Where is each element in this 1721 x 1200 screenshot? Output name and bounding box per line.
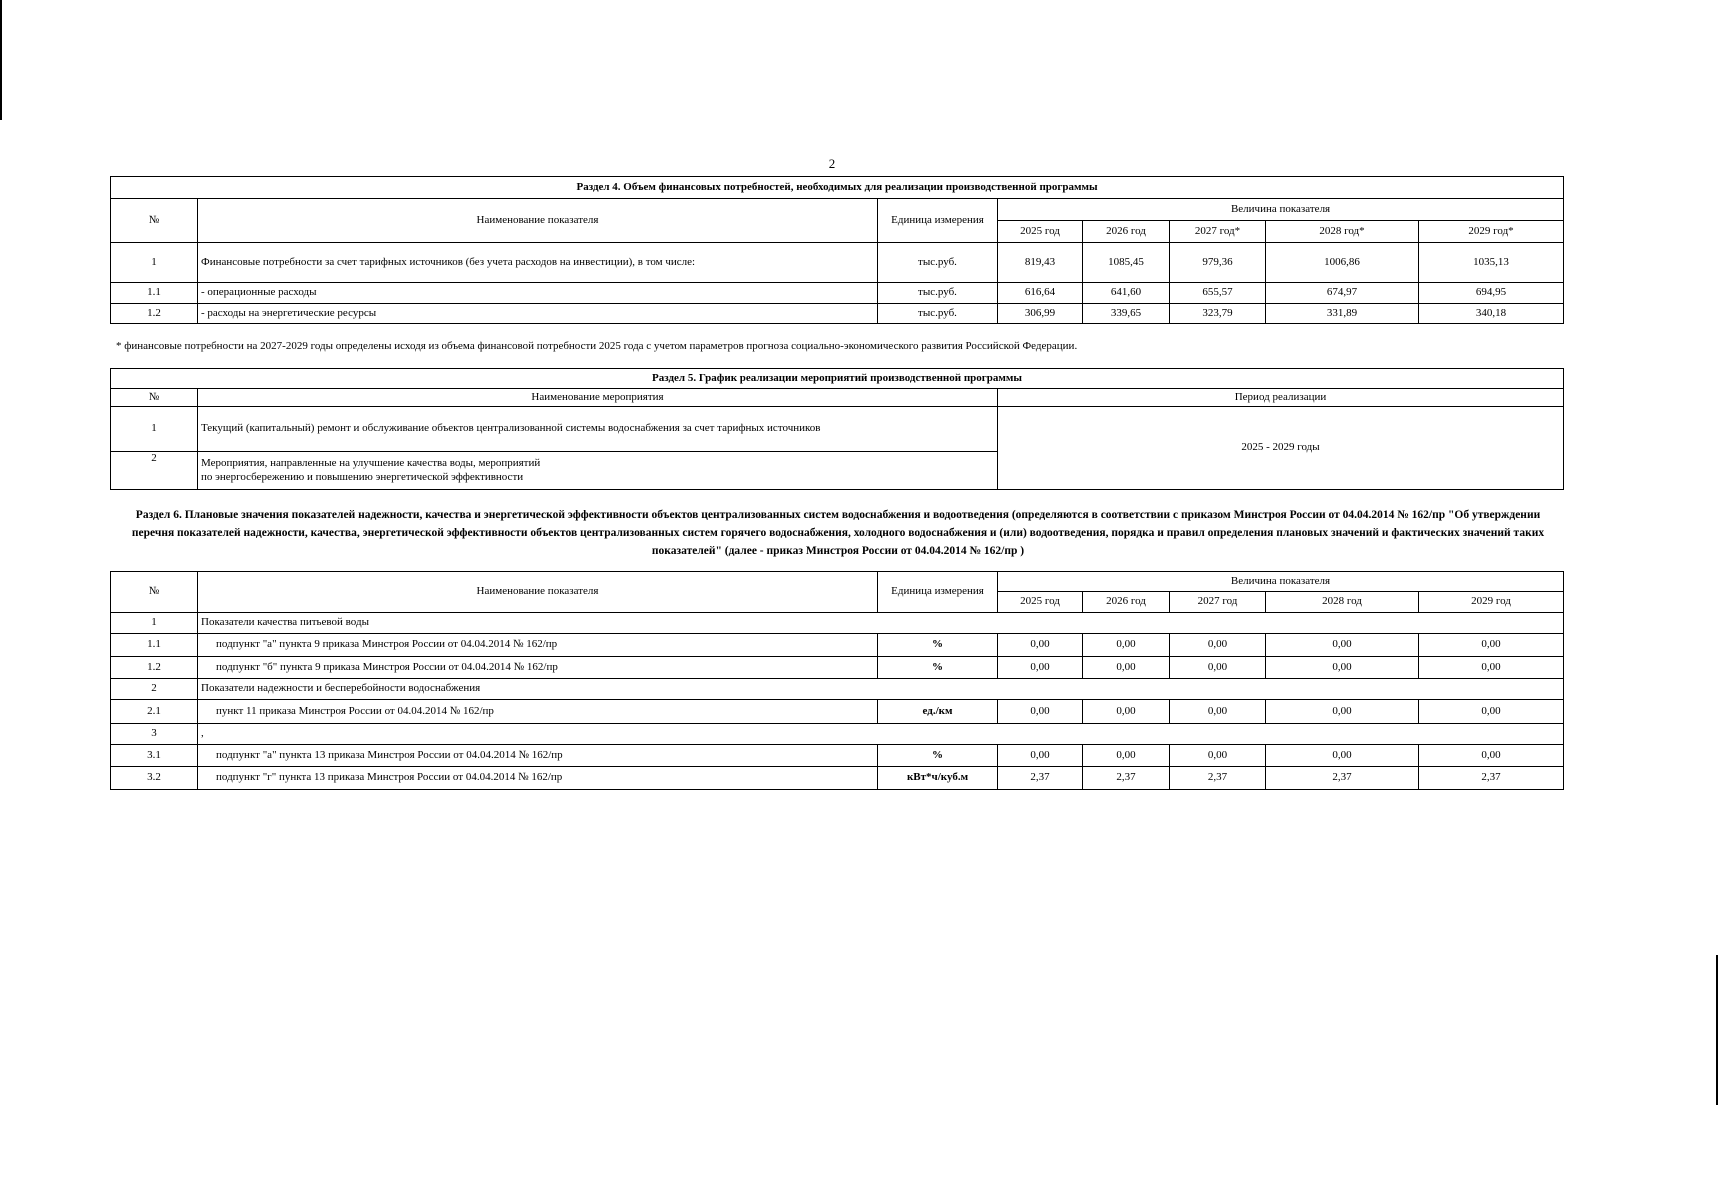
row-number: 1 <box>111 613 198 634</box>
row-value: 0,00 <box>998 745 1083 767</box>
row-value: 0,00 <box>1419 700 1564 724</box>
year-header: 2025 год <box>998 221 1083 243</box>
row-value: 819,43 <box>998 243 1083 283</box>
row-value: 323,79 <box>1170 304 1266 324</box>
row-name-line: Мероприятия, направленные на улучшение качества воды, мероприятий <box>201 457 541 470</box>
row-name: пункт 11 приказа Минстроя России от 04.04.2014 № 162/пр <box>198 700 878 724</box>
row-unit: тыс.руб. <box>878 283 998 304</box>
year-header: 2028 год* <box>1266 221 1419 243</box>
col-unit-header: Единица измерения <box>878 572 998 613</box>
page-number: 2 <box>828 156 836 171</box>
row-value: 694,95 <box>1419 283 1564 304</box>
scan-edge-mark <box>0 0 2 120</box>
group-row <box>111 724 1564 745</box>
row-unit: ед./км <box>878 700 998 724</box>
row-value: 2,37 <box>1419 767 1564 790</box>
col-number-header: № <box>111 199 198 243</box>
year-header: 2027 год <box>1170 592 1266 613</box>
row-value: 0,00 <box>1419 634 1564 657</box>
group-name: , <box>198 724 1564 745</box>
col-number-header: № <box>111 572 198 613</box>
row-value: 979,36 <box>1170 243 1266 283</box>
group-row <box>111 613 1564 634</box>
events-schedule-table <box>110 368 1564 490</box>
col-value-group-header: Величина показателя <box>998 572 1564 592</box>
table-row <box>111 407 1564 452</box>
row-value: 0,00 <box>1170 700 1266 724</box>
row-number: 1.1 <box>111 634 198 657</box>
table-row <box>111 243 1564 283</box>
row-value: 0,00 <box>1266 745 1419 767</box>
row-value: 306,99 <box>998 304 1083 324</box>
row-value: 0,00 <box>1170 745 1266 767</box>
row-unit: % <box>878 657 998 679</box>
row-name: подпункт "г" пункта 13 приказа Минстроя России от 04.04.2014 № 162/пр <box>198 767 878 790</box>
row-number: 1.1 <box>111 283 198 304</box>
col-name-header: Наименование мероприятия <box>198 389 998 407</box>
row-name <box>198 452 998 490</box>
row-number: 2 <box>111 452 198 490</box>
row-unit: % <box>878 634 998 657</box>
row-number: 1.2 <box>111 304 198 324</box>
row-value: 616,64 <box>998 283 1083 304</box>
row-number: 3 <box>111 724 198 745</box>
col-name-header: Наименование показателя <box>198 199 878 243</box>
row-number: 2 <box>111 679 198 700</box>
row-value: 2,37 <box>1266 767 1419 790</box>
row-value: 0,00 <box>1170 634 1266 657</box>
year-header: 2026 год <box>1083 221 1170 243</box>
table-row <box>111 304 1564 324</box>
group-name: Показатели качества питьевой воды <box>198 613 1564 634</box>
indicators-table <box>110 571 1564 790</box>
table-row <box>111 745 1564 767</box>
row-value: 674,97 <box>1266 283 1419 304</box>
section4-title: Раздел 4. Объем финансовых потребностей, необходимых для реализации производственной программы <box>111 177 1564 199</box>
row-number: 1 <box>111 407 198 452</box>
row-value: 0,00 <box>998 700 1083 724</box>
col-name-header: Наименование показателя <box>198 572 878 613</box>
table-row <box>111 283 1564 304</box>
col-period-header: Период реализации <box>998 389 1564 407</box>
row-number: 2.1 <box>111 700 198 724</box>
row-unit: тыс.руб. <box>878 304 998 324</box>
col-value-group-header: Величина показателя <box>998 199 1564 221</box>
col-number-header: № <box>111 389 198 407</box>
section6-title: Раздел 6. Плановые значения показателей надежности, качества и энергетической эффективности объектов централизованных систем водоснабжения и водоотведения (определяются в соответствии с приказом Минстроя России от 04.04.2014 № 162/пр "Об утверждении перечня показателей надежности, качества, энергетической эффективности объектов централизованных систем горячего водоснабжения, холодного водоснабжения и (или) водоотведения, порядка и правил определения плановых значений и фактических значений таких показателей" (далее - приказ Минстроя России от 04.04.2014 № 162/пр ) <box>131 509 1545 557</box>
row-name: подпункт "б" пункта 9 приказа Минстроя России от 04.04.2014 № 162/пр <box>198 657 878 679</box>
row-name: - операционные расходы <box>198 283 878 304</box>
row-value: 0,00 <box>1083 657 1170 679</box>
row-name: - расходы на энергетические ресурсы <box>198 304 878 324</box>
row-name: подпункт "а" пункта 9 приказа Минстроя России от 04.04.2014 № 162/пр <box>198 634 878 657</box>
row-value: 0,00 <box>998 634 1083 657</box>
table-row <box>111 700 1564 724</box>
row-value: 0,00 <box>1419 657 1564 679</box>
year-header: 2026 год <box>1083 592 1170 613</box>
row-value: 2,37 <box>998 767 1083 790</box>
year-header: 2027 год* <box>1170 221 1266 243</box>
row-value: 0,00 <box>1266 634 1419 657</box>
row-value: 641,60 <box>1083 283 1170 304</box>
row-value: 0,00 <box>1083 745 1170 767</box>
row-name: Текущий (капитальный) ремонт и обслуживание объектов централизованной системы водоснабжения за счет тарифных источников <box>198 407 998 452</box>
row-name: подпункт "а" пункта 13 приказа Минстроя России от 04.04.2014 № 162/пр <box>198 745 878 767</box>
row-value: 331,89 <box>1266 304 1419 324</box>
table-row <box>111 657 1564 679</box>
year-header: 2029 год* <box>1419 221 1564 243</box>
row-unit: % <box>878 745 998 767</box>
row-value: 339,65 <box>1083 304 1170 324</box>
row-unit: кВт*ч/куб.м <box>878 767 998 790</box>
row-value: 655,57 <box>1170 283 1266 304</box>
group-name: Показатели надежности и бесперебойности водоснабжения <box>198 679 1564 700</box>
row-value: 340,18 <box>1419 304 1564 324</box>
row-value: 0,00 <box>1170 657 1266 679</box>
row-value: 1006,86 <box>1266 243 1419 283</box>
row-value: 1035,13 <box>1419 243 1564 283</box>
section5-title: Раздел 5. График реализации мероприятий производственной программы <box>111 369 1564 389</box>
row-number: 3.1 <box>111 745 198 767</box>
row-name: Финансовые потребности за счет тарифных источников (без учета расходов на инвестиции), в том числе: <box>198 243 878 283</box>
row-value: 2,37 <box>1083 767 1170 790</box>
row-value: 2,37 <box>1170 767 1266 790</box>
period-value: 2025 - 2029 годы <box>998 407 1564 490</box>
row-unit: тыс.руб. <box>878 243 998 283</box>
year-header: 2029 год <box>1419 592 1564 613</box>
col-unit-header: Единица измерения <box>878 199 998 243</box>
table-row <box>111 767 1564 790</box>
row-value: 0,00 <box>1266 657 1419 679</box>
row-value: 0,00 <box>1083 634 1170 657</box>
row-name-line: по энергосбережению и повышению энергетической эффективности <box>201 470 524 483</box>
row-number: 1 <box>111 243 198 283</box>
financial-needs-table <box>110 176 1564 324</box>
scan-edge-mark <box>1716 955 1718 1105</box>
table-row <box>111 634 1564 657</box>
year-header: 2025 год <box>998 592 1083 613</box>
row-number: 1.2 <box>111 657 198 679</box>
group-row <box>111 679 1564 700</box>
row-value: 1085,45 <box>1083 243 1170 283</box>
footnote: * финансовые потребности на 2027-2029 годы определены исходя из объема финансовой потребности 2025 года с учетом параметров прогноза социально-экономического развития Российской Федерации. <box>116 340 1078 352</box>
row-value: 0,00 <box>998 657 1083 679</box>
row-value: 0,00 <box>1266 700 1419 724</box>
row-value: 0,00 <box>1083 700 1170 724</box>
row-number: 3.2 <box>111 767 198 790</box>
year-header: 2028 год <box>1266 592 1419 613</box>
row-value: 0,00 <box>1419 745 1564 767</box>
